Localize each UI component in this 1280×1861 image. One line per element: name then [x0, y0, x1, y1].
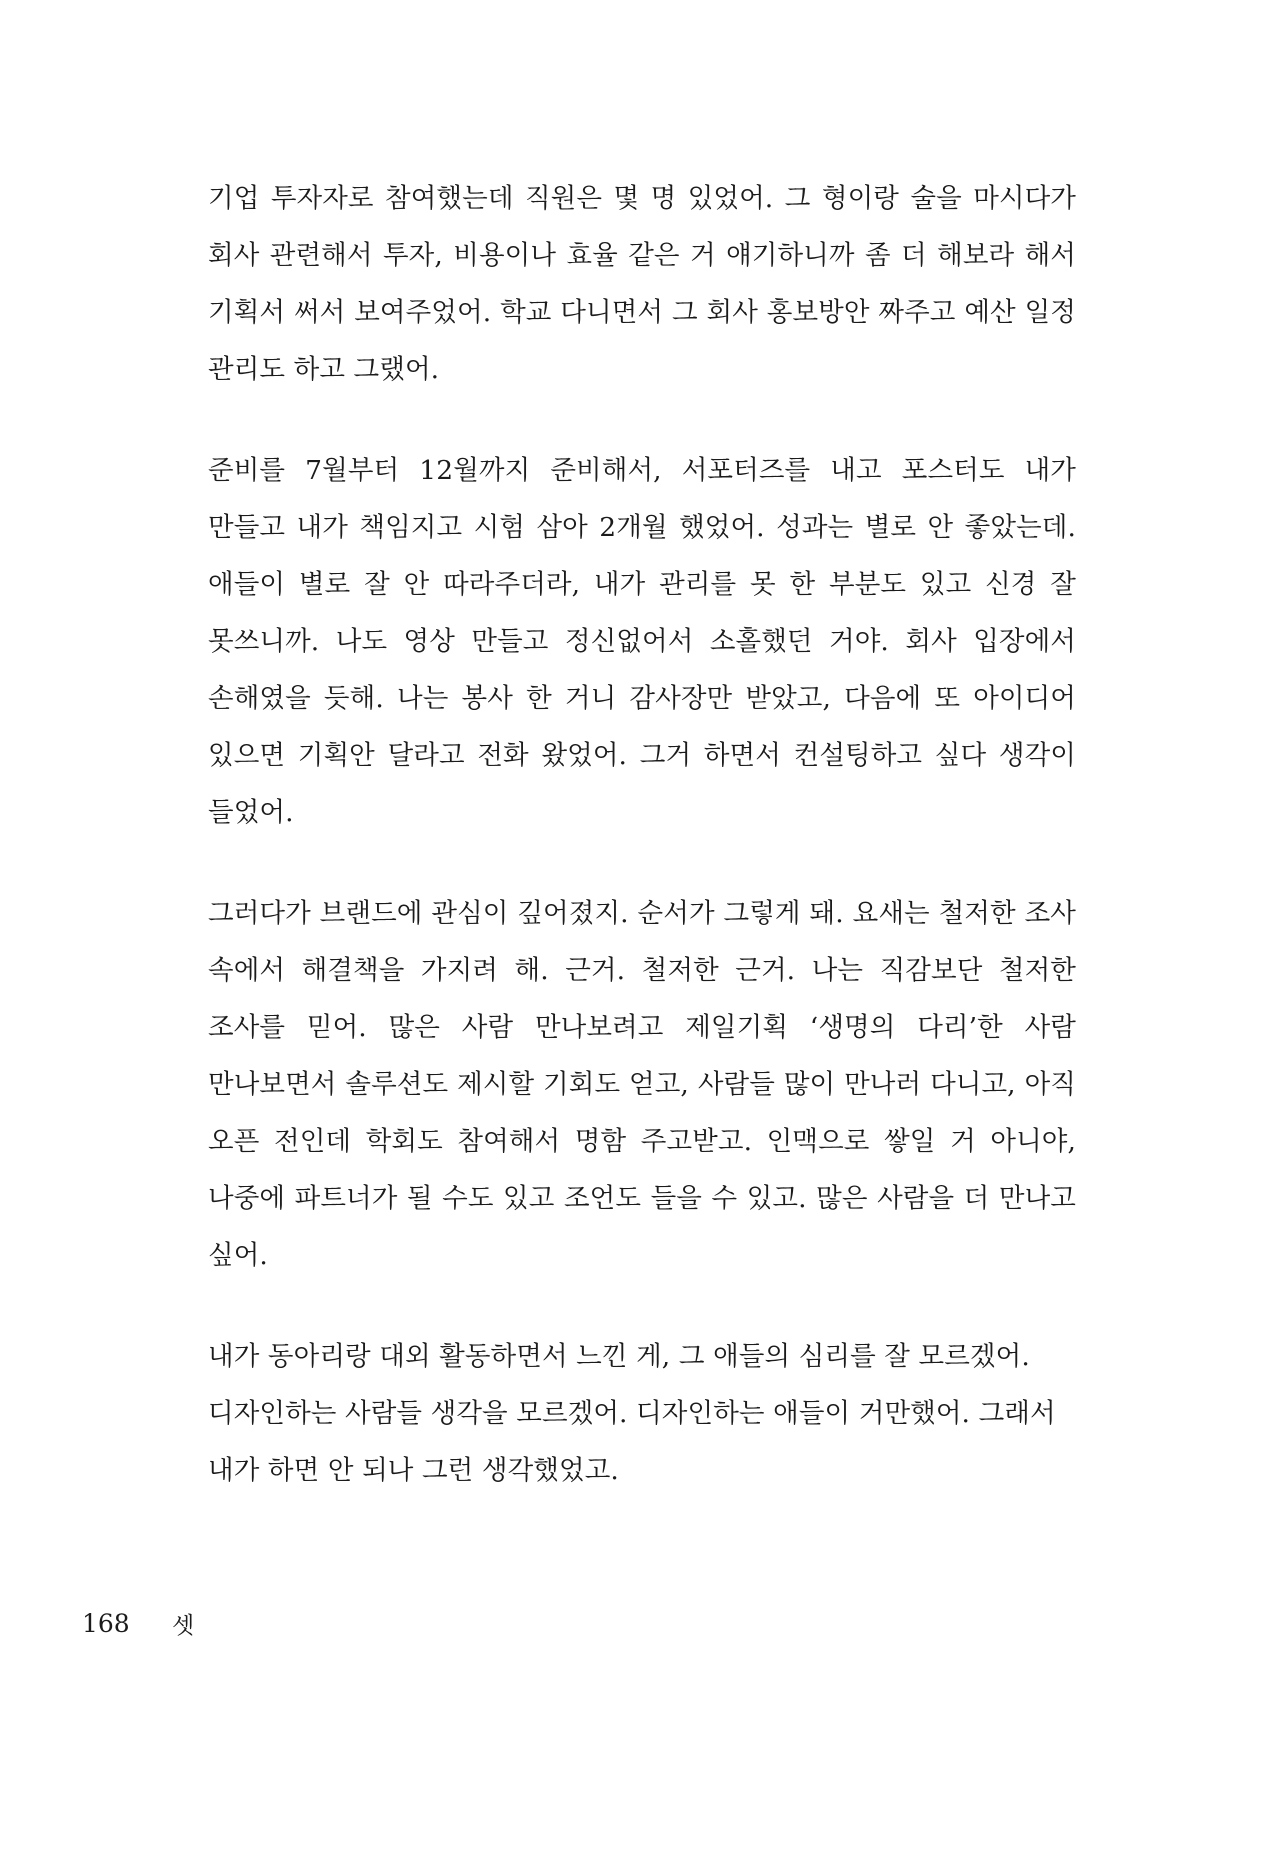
body-paragraph-1: 기업 투자자로 참여했는데 직원은 몇 명 있었어. 그 형이랑 술을 마시다가 회사 관련해서 투자, 비용이나 효율 같은 거 얘기하니까 좀 더 해보라 해서 기획서 써서 보여주었어. 학교 다니면서 그 회사 홍보방안 짜주고 예산 일정 관리도 하고 그랬어. — [208, 183, 1076, 385]
body-paragraph-3: 그러다가 브랜드에 관심이 깊어졌지. 순서가 그렇게 돼. 요새는 철저한 조사 속에서 해결책을 가지려 해. 근거. 철저한 근거. 나는 직감보단 철저한 조사를 믿어. 많은 사람 만나보려고 제일기획 ‘생명의 다리’한 사람 만나보면서 솔루션도 제시할 기회도 얻고, 사람들 많이 만나러 다니고, 아직 오픈 전인데 학회도 참여해서 명함 주고받고. 인맥으로 쌓일 거 아니야, 나중에 파트너가 될 수도 있고 조언도 들을 수 있고. 많은 사람을 더 만나고 싶어. — [208, 898, 1076, 1271]
page-number: 168 — [82, 1609, 130, 1638]
page-footer — [0, 1604, 1280, 1664]
page-body — [208, 170, 1076, 1499]
section-label: 셋 — [172, 1613, 195, 1639]
body-paragraph-4: 내가 동아리랑 대외 활동하면서 느낀 게, 그 애들의 심리를 잘 모르겠어. 디자인하는 사람들 생각을 모르겠어. 디자인하는 애들이 거만했어. 그래서 내가 하면 안 되나 그런 생각했었고. — [208, 1341, 1056, 1486]
body-paragraph-2: 준비를 7월부터 12월까지 준비해서, 서포터즈를 내고 포스터도 내가 만들고 내가 책임지고 시험 삼아 2개월 했었어. 성과는 별로 안 좋았는데. 애들이 별로 잘 안 따라주더라, 내가 관리를 못 한 부분도 있고 신경 잘 못쓰니까. 나도 영상 만들고 정신없어서 소홀했던 거야. 회사 입장에서 손해였을 듯해. 나는 봉사 한 거니 감사장만 받았고, 다음에 또 아이디어 있으면 기획안 달라고 전화 왔었어. 그거 하면서 컨설팅하고 싶다 생각이 들었어. — [208, 455, 1076, 828]
